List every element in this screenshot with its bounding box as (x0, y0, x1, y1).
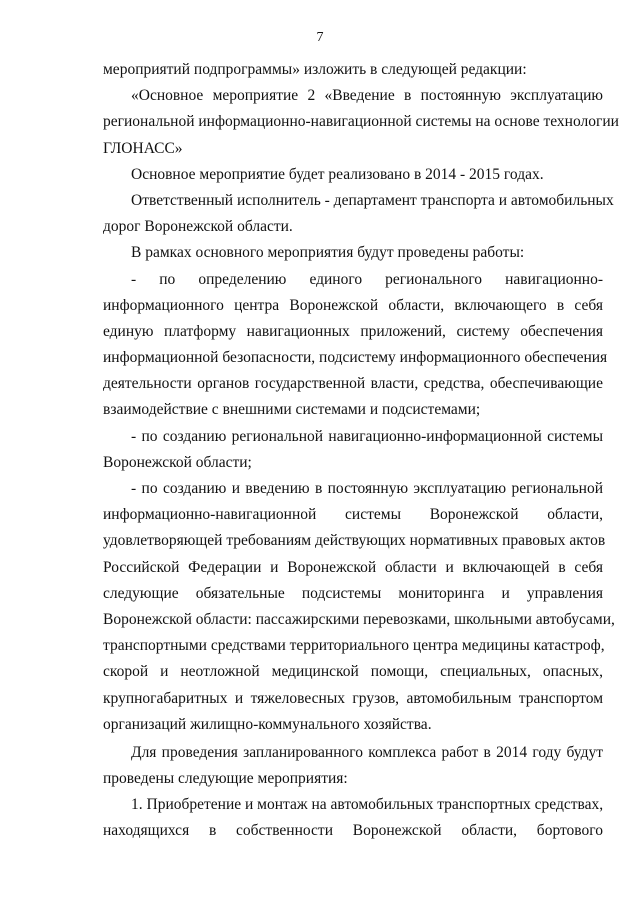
text-line: «Основное мероприятие 2 «Введение в постоянную эксплуатацию (131, 87, 603, 105)
text-line: единую платформу навигационных приложений, систему обеспечения (103, 322, 603, 340)
text-line: информационно-навигационной системы Воронежской области, (103, 506, 603, 524)
text-line: Российской Федерации и Воронежской области и включающей в себя (103, 558, 603, 576)
text-line: - по созданию региональной навигационно-информационной системы (131, 427, 603, 445)
text-line: скорой и неотложной медицинской помощи, специальных, опасных, (103, 663, 603, 681)
text-line: - по созданию и введению в постоянную эксплуатацию региональной (131, 480, 603, 497)
text-line: взаимодействие с внешними системами и подсистемами; (103, 401, 481, 419)
text-line: следующие обязательные подсистемы мониторинга и управления (103, 584, 603, 602)
text-line: проведены следующие мероприятия: (103, 770, 348, 788)
text-line: крупногабаритных и тяжеловесных грузов, автомобильным транспортом (103, 689, 603, 707)
text-line: мероприятий подпрограммы» изложить в следующей редакции: (103, 61, 527, 78)
text-line: находящихся в собственности Воронежской области, бортового (103, 822, 603, 840)
text-line: удовлетворяющей требованиям действующих нормативных правовых актов (103, 532, 606, 550)
text-line: Воронежской области; (103, 453, 252, 471)
page-number: 7 (316, 30, 324, 45)
text-line: деятельности органов государственной власти, средства, обеспечивающие (103, 375, 603, 393)
text-line: ГЛОНАСС» (103, 139, 183, 157)
text-line: организаций жилищно-коммунального хозяйства. (103, 715, 432, 733)
text-line: Воронежской области: пассажирскими перевозками, школьными автобусами, (103, 610, 615, 628)
text-line: региональной информационно-навигационной системы на основе технологии (103, 113, 619, 131)
text-line: Для проведения запланированного комплекса работ в 2014 году будут (131, 743, 603, 761)
document-body (103, 57, 619, 845)
text-line: информационного центра Воронежской области, включающего в себя (103, 296, 603, 314)
text-line: дорог Воронежской области. (103, 218, 293, 236)
text-line: 1. Приобретение и монтаж на автомобильных транспортных средствах, (131, 796, 604, 814)
text-line: - по определению единого регионального навигационно- (131, 270, 603, 288)
text-line: Ответственный исполнитель - департамент транспорта и автомобильных (131, 191, 614, 209)
text-line: информационной безопасности, подсистему информационного обеспечения (103, 349, 608, 367)
text-line: Основное мероприятие будет реализовано в 2014 - 2015 годах. (131, 165, 544, 183)
text-line: В рамках основного мероприятия будут проведены работы: (131, 244, 525, 262)
text-line: транспортными средствами территориального центра медицины катастроф, (103, 637, 605, 655)
